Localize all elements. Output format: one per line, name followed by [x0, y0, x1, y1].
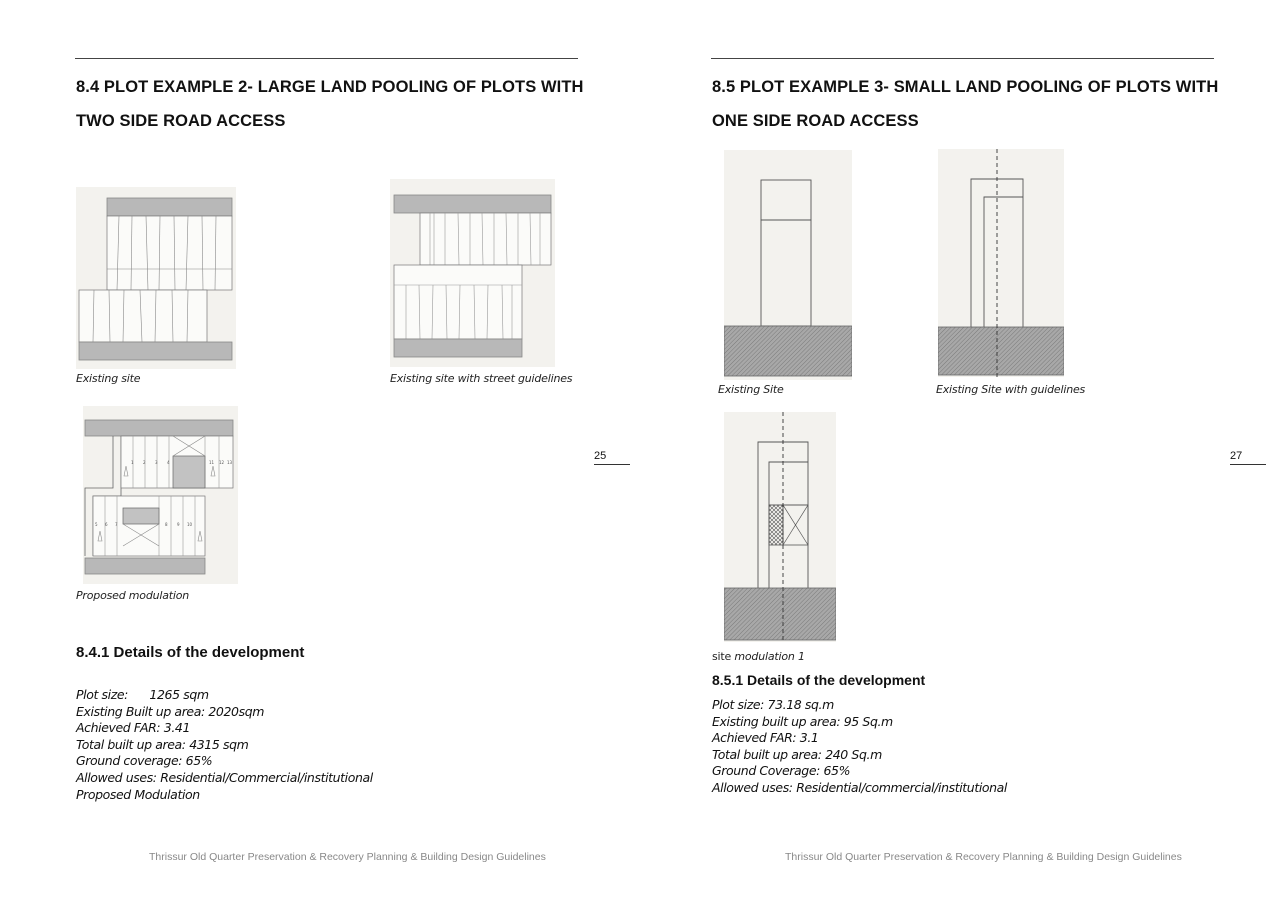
plot-label-lower: 9 [177, 522, 180, 527]
detail-item: Ground coverage: 65% [76, 753, 213, 769]
detail-item: Existing Built up area: 2020sqm [76, 703, 265, 719]
details-heading: 8.4.1 Details of the development [76, 644, 305, 661]
caption-prefix: site [712, 650, 732, 663]
details-list [76, 687, 373, 803]
section-title [712, 70, 1218, 138]
page-number: 27 [1230, 450, 1266, 465]
title-line-1: 8.4 PLOT EXAMPLE 2- LARGE LAND POOLING OF PLOTS WITH [76, 78, 584, 96]
plot-label-lower: 8 [165, 522, 168, 527]
caption-site-modulation [712, 650, 805, 663]
right-page [636, 0, 1272, 899]
plot-label-lower: 5 [95, 522, 98, 527]
caption-small-existing-site: Existing Site [718, 383, 784, 396]
title-line-2: TWO SIDE ROAD ACCESS [76, 112, 286, 130]
section-title [76, 70, 584, 138]
caption-proposed-modulation: Proposed modulation [76, 589, 190, 602]
detail-item: Achieved FAR: 3.41 [76, 720, 191, 736]
caption-existing-site-guidelines: Existing site with street guidelines [390, 372, 573, 385]
title-line-2: ONE SIDE ROAD ACCESS [712, 112, 919, 130]
detail-item: Plot size: 73.18 sq.m [712, 697, 834, 712]
detail-item: Plot size: 1265 sqm [76, 687, 209, 702]
detail-item: Proposed Modulation [76, 786, 200, 802]
top-rule [75, 58, 578, 59]
site-modulation-drawing [724, 412, 836, 642]
existing-site-guidelines-drawing [390, 179, 555, 367]
plot-label-upper: 11 [209, 460, 215, 465]
detail-item: Allowed uses: Residential/commercial/institutional [712, 779, 1007, 795]
plot-label-lower: 6 [105, 522, 108, 527]
page-footer: Thrissur Old Quarter Preservation & Recovery Planning & Building Design Guidelines [149, 851, 546, 863]
detail-item: Achieved FAR: 3.1 [712, 730, 819, 746]
detail-item: Total built up area: 4315 sqm [76, 736, 249, 752]
page-number: 25 [594, 450, 630, 465]
caption-text: modulation 1 [734, 650, 805, 663]
small-existing-site-drawing [724, 150, 852, 380]
page-footer: Thrissur Old Quarter Preservation & Recovery Planning & Building Design Guidelines [785, 851, 1182, 863]
plot-label-upper: 3 [155, 460, 158, 465]
details-list [712, 697, 1007, 797]
detail-item: Allowed uses: Residential/Commercial/institutional [76, 769, 373, 785]
detail-item: Existing built up area: 95 Sq.m [712, 713, 893, 729]
proposed-modulation-drawing [83, 406, 238, 584]
title-line-1: 8.5 PLOT EXAMPLE 3- SMALL LAND POOLING OF PLOTS WITH [712, 78, 1219, 96]
caption-small-existing-site-guidelines: Existing Site with guidelines [936, 383, 1086, 396]
plot-label-lower: 7 [115, 522, 118, 527]
detail-item: Ground Coverage: 65% [712, 763, 851, 779]
plot-label-upper: 13 [227, 460, 233, 465]
existing-site-drawing [76, 187, 236, 369]
detail-item: Total built up area: 240 Sq.m [712, 746, 882, 762]
plot-label-upper: 4 [167, 460, 170, 465]
top-rule [711, 58, 1214, 59]
plot-label-upper: 2 [143, 460, 146, 465]
plot-label-lower: 10 [187, 522, 193, 527]
details-heading: 8.5.1 Details of the development [712, 672, 926, 688]
plot-label-upper: 1 [131, 460, 134, 465]
plot-label-upper: 12 [219, 460, 225, 465]
caption-existing-site: Existing site [76, 372, 141, 385]
small-existing-site-guidelines-drawing [938, 149, 1064, 377]
